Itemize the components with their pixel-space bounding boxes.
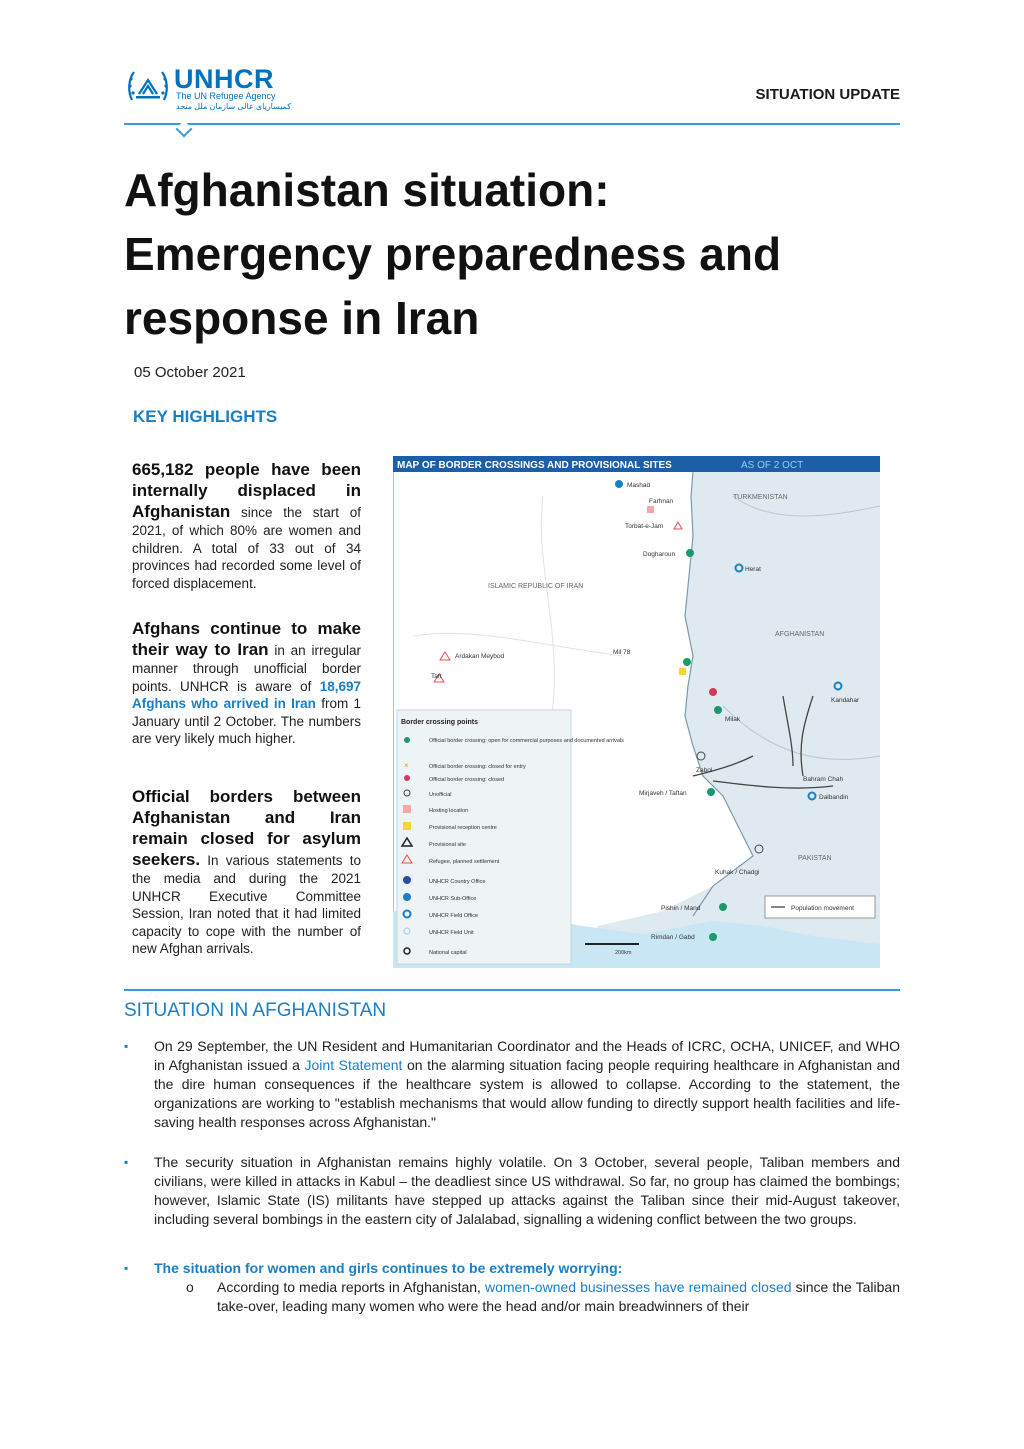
highlight-lead: 665,182 people have been internally displaced in Afghanistan <box>132 460 361 521</box>
unhcr-logo <box>126 64 296 114</box>
border-crossings-map <box>393 456 880 968</box>
highlight-text: In various statements to the media and during the 2021 UNHCR Executive Committee Session, Iran noted that it had limited capacity to cope with the number of new Afghan arrivals. <box>132 853 361 956</box>
publication-date: 05 October 2021 <box>134 364 246 381</box>
place-label: Ardakan Meybod <box>455 653 505 660</box>
place-label: Rimdan / Gabd <box>651 934 695 941</box>
map-title: MAP OF BORDER CROSSINGS AND PROVISIONAL SITES <box>397 460 672 471</box>
place-label: Torbat-e-Jam <box>625 523 664 530</box>
bullet-item <box>124 1153 900 1229</box>
country-label: ISLAMIC REPUBLIC OF IRAN <box>488 583 584 590</box>
highlight-borders <box>132 786 361 958</box>
arrivals-link[interactable]: 18,697 Afghans who arrived in Iran <box>132 678 361 711</box>
place-label: Dalbandin <box>819 794 849 801</box>
place-label: Mirjaveh / Taftan <box>639 790 687 797</box>
legend-item: UNHCR Field Office <box>429 913 479 919</box>
place-label: Herat <box>745 566 761 573</box>
header-divider <box>124 123 900 125</box>
bullet-marker: ▪ <box>124 1261 129 1275</box>
bullet-marker: ▪ <box>124 1155 129 1169</box>
legend-item: Provisional site <box>429 842 466 848</box>
sub-bullet-item <box>186 1278 900 1316</box>
sub-bullet-text: since the Taliban take-over, leading many women who were the head and/or main breadwinners of their <box>217 1279 900 1314</box>
country-label: PAKISTAN <box>798 855 832 862</box>
country-label: TURKMENISTAN <box>733 494 788 501</box>
sub-bullet-text: According to media reports in Afghanistan, <box>217 1279 485 1295</box>
place-label: Zabol <box>696 767 713 774</box>
logo-arabic-subtitle: کمیساریای عالی سازمان ملل متحد <box>176 102 292 111</box>
highlight-arrivals <box>132 618 361 748</box>
legend-item: Official border crossing: closed for entry <box>429 764 526 770</box>
legend-item: Official border crossing: open for commercial purposes and documented arrivals <box>429 738 624 744</box>
scale-label: 200km <box>615 950 632 956</box>
key-highlights-heading: KEY HIGHLIGHTS <box>133 407 278 426</box>
svg-text:×: × <box>404 761 409 770</box>
document-type-label: SITUATION UPDATE <box>755 86 900 103</box>
highlight-lead: Official borders between Afghanistan and Iran remain closed for asylum seekers. <box>132 787 361 869</box>
legend-item: Hosting location <box>429 808 469 814</box>
place-label: Dogharoun <box>643 551 676 558</box>
bullet-marker: ▪ <box>124 1039 129 1053</box>
logo-subtitle: The UN Refugee Agency <box>176 91 276 101</box>
sub-bullet-marker: o <box>186 1279 194 1295</box>
bullet-text: The situation for women and girls continues to be extremely worrying: <box>154 1260 623 1276</box>
legend-title: Border crossing points <box>401 719 479 726</box>
place-label: Kuhak / Chadgi <box>715 869 760 876</box>
title-line: response in Iran <box>124 292 480 344</box>
unhcr-emblem-icon <box>126 64 170 110</box>
legend-item: Official border crossing: closed <box>429 777 505 783</box>
highlight-text: in an irregular manner through unofficial border points. UNHCR is aware of <box>132 643 361 694</box>
title-line: Afghanistan situation: <box>124 164 610 216</box>
joint-statement-link[interactable]: Joint Statement <box>304 1057 403 1073</box>
bullet-item <box>124 1037 900 1132</box>
women-businesses-link[interactable]: women-owned businesses have remained closed <box>484 1279 792 1295</box>
place-label: Milak <box>725 716 741 723</box>
bullet-text: The security situation in Afghanistan remains highly volatile. On 3 October, several people, Taliban members and civilians, were killed in attacks in Kabul – the deadliest since US withdrawal. So far, no group has claimed the bombings; however, Islamic State (IS) militants have stepped up attacks against the Taliban since their mid-August takeover, including several bombings in the eastern city of Jalalabad, signalling a widening conflict between the two groups. <box>154 1154 900 1227</box>
movement-legend-label: Population movement <box>791 905 854 912</box>
section-divider <box>124 989 900 991</box>
legend-item: Refugee, planned settlement <box>429 859 500 865</box>
logo-wordmark: UNHCR <box>174 64 274 94</box>
legend-item: Provisional reception centre <box>429 825 497 831</box>
place-label: Farhnan <box>649 498 674 505</box>
legend-item: UNHCR Field Unit <box>429 930 474 936</box>
highlight-text: from 1 January until 2 October. The numbers are very likely much higher. <box>132 696 361 746</box>
map-graphic <box>393 456 880 968</box>
place-label: Kandahar <box>831 697 860 704</box>
page-title <box>124 158 904 350</box>
bullet-text: On 29 September, the UN Resident and Humanitarian Coordinator and the Heads of ICRC, OCHA, UNICEF, and WHO in Afghanistan issued a <box>154 1038 900 1073</box>
section-heading: SITUATION IN AFGHANISTAN <box>124 1000 387 1021</box>
highlight-displacement <box>132 459 361 592</box>
legend-item: National capital <box>429 950 467 956</box>
bullet-text: on the alarming situation facing people requiring healthcare in Afghanistan and the dire human consequences if the healthcare system is allowed to collapse. According to the statement, the organizations are working to "establish mechanisms that would allow funding to directly support health facilities and life-saving health responses across Afghanistan." <box>154 1057 900 1130</box>
highlight-lead: Afghans continue to make their way to Iran <box>132 619 361 659</box>
place-label: Taft <box>431 673 442 680</box>
bullet-item <box>124 1259 900 1278</box>
legend-item: Unofficial <box>429 792 452 798</box>
place-label: Mashad <box>627 482 651 489</box>
place-label: Bahram Chah <box>803 776 844 783</box>
map-title-suffix: AS OF 2 OCT <box>741 460 804 471</box>
legend-item: UNHCR Sub-Office <box>429 896 477 902</box>
place-label: Pishin / Mand <box>661 905 701 912</box>
country-label: AFGHANISTAN <box>775 631 825 638</box>
title-line: Emergency preparedness and <box>124 228 782 280</box>
place-label: Mil 78 <box>613 649 631 656</box>
legend-item: UNHCR Country Office <box>429 879 486 885</box>
highlight-text: since the start of 2021, of which 80% are women and children. A total of 33 out of 34 provinces had recorded some level of forced displacement. <box>132 505 361 591</box>
